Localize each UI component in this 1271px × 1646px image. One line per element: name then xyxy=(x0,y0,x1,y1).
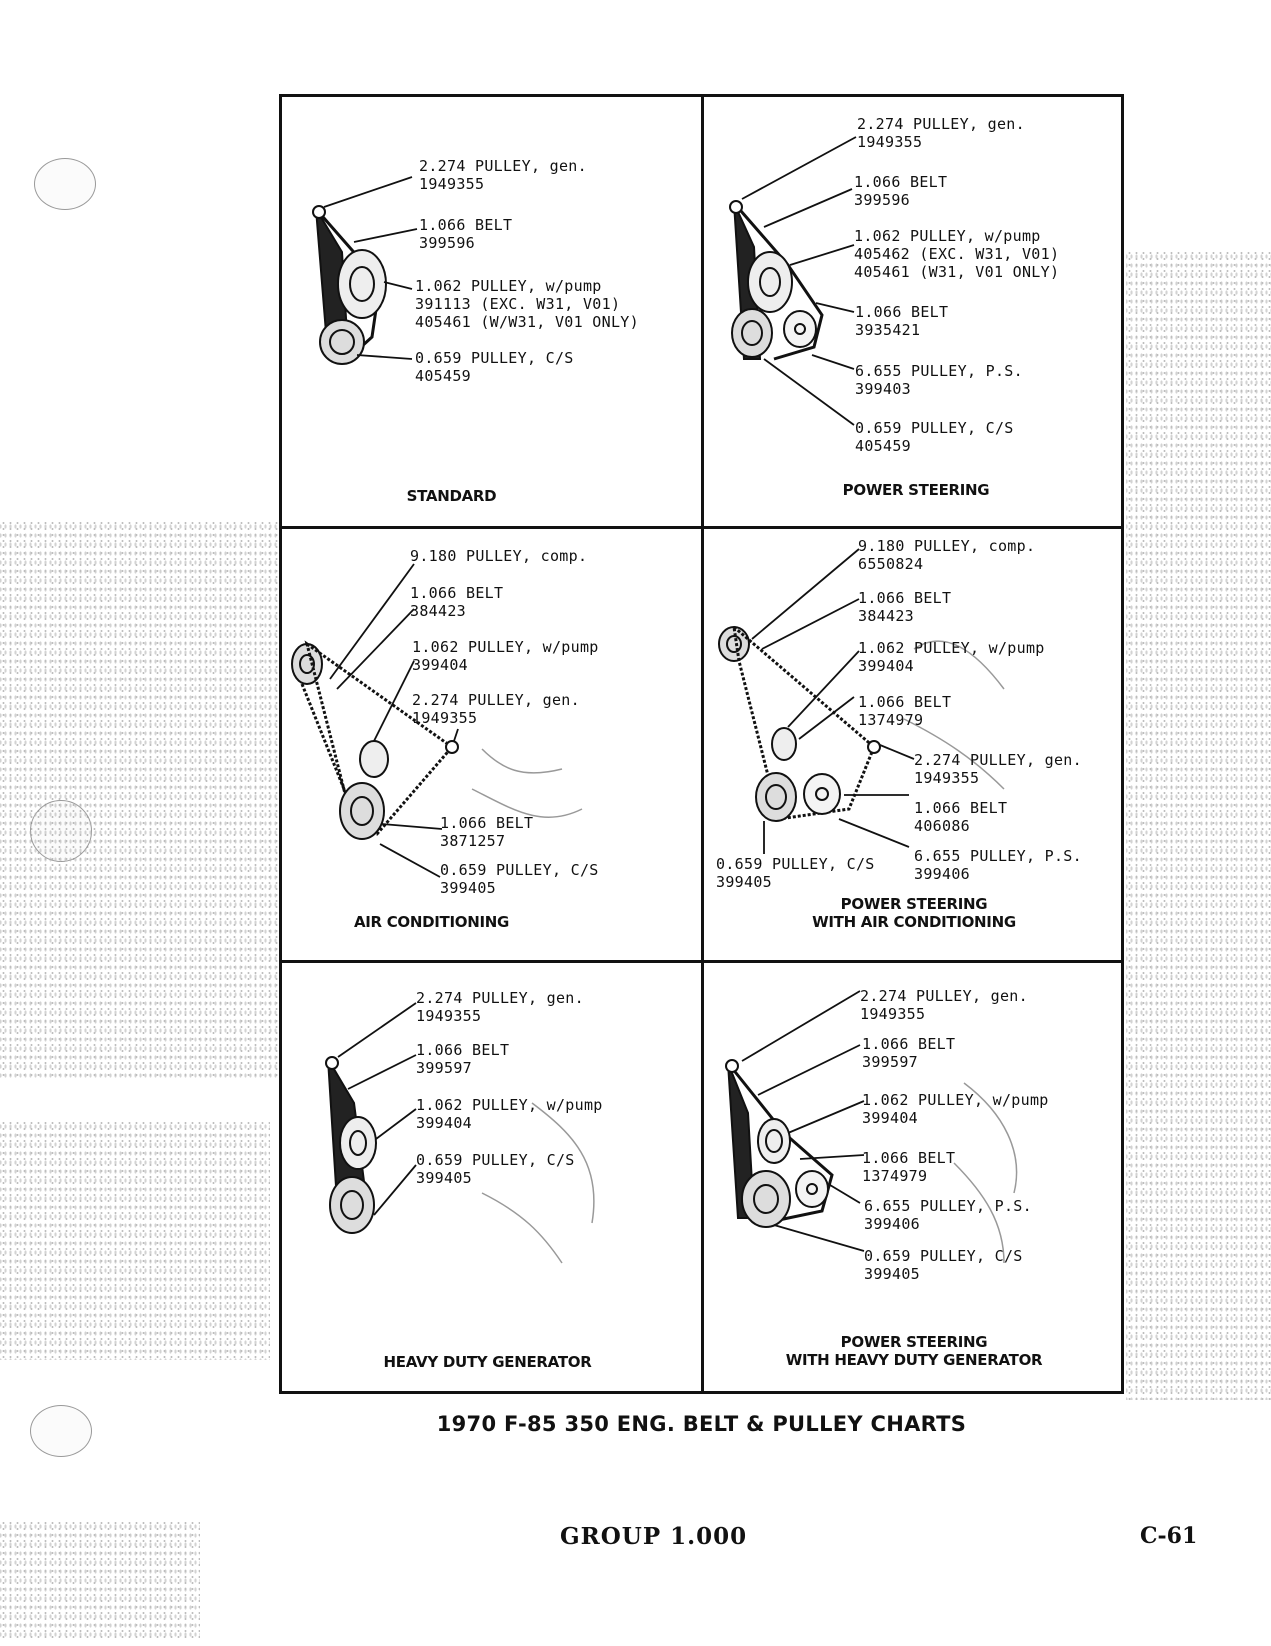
label-comp-pulley: 9.180 PULLEY, comp. 6550824 xyxy=(858,537,1036,573)
caption-power-steering: POWER STEERING xyxy=(842,481,990,499)
label-ps-pulley: 6.655 PULLEY, P.S. 399403 xyxy=(855,362,1023,398)
label-pump-pulley: 1.062 PULLEY, w/pump 399404 xyxy=(416,1096,603,1132)
label-belt-3: 1.066 BELT 406086 xyxy=(914,799,1008,835)
label-pump-pulley: 1.062 PULLEY, w/pump 399404 xyxy=(862,1091,1049,1127)
label-gen-pulley: 2.274 PULLEY, gen. 1949355 xyxy=(412,691,580,727)
panel-standard xyxy=(282,97,701,526)
scan-noise-left xyxy=(0,520,280,1080)
label-pump-pulley: 1.062 PULLEY, w/pump 405462 (EXC. W31, V01) 405461 (W31, V01 ONLY) xyxy=(854,227,1060,281)
label-cs-pulley: 0.659 PULLEY, C/S 399405 xyxy=(864,1247,1023,1283)
label-ps-pulley: 6.655 PULLEY, P.S. 399406 xyxy=(864,1197,1032,1233)
panel-power-steering-heavy-duty-generator xyxy=(704,963,1124,1391)
page-number: C-61 xyxy=(1140,1523,1198,1549)
caption-power-steering-air-conditioning: POWER STEERING WITH AIR CONDITIONING xyxy=(812,895,1016,931)
label-cs-pulley: 0.659 PULLEY, C/S 399405 xyxy=(716,855,875,891)
label-belt-1: 1.066 BELT 384423 xyxy=(410,584,504,620)
panel-air-conditioning xyxy=(282,529,701,960)
label-belt-2: 1.066 BELT 3871257 xyxy=(440,814,534,850)
group-label: GROUP 1.000 xyxy=(560,1523,748,1550)
label-belt-2: 1.066 BELT 1374979 xyxy=(858,693,952,729)
label-gen-pulley: 2.274 PULLEY, gen. 1949355 xyxy=(860,987,1028,1023)
caption-standard: STANDARD xyxy=(406,487,497,505)
panel-heavy-duty-generator xyxy=(282,963,701,1391)
caption-heavy-duty-generator: HEAVY DUTY GENERATOR xyxy=(383,1353,592,1371)
scan-noise-right xyxy=(1126,250,1271,1400)
label-belt-1: 1.066 BELT 384423 xyxy=(858,589,952,625)
caption-air-conditioning: AIR CONDITIONING xyxy=(353,913,510,931)
label-cs-pulley: 0.659 PULLEY, C/S 399405 xyxy=(440,861,599,897)
label-pump-pulley: 1.062 PULLEY, w/pump 399404 xyxy=(858,639,1045,675)
binder-hole-bottom xyxy=(30,1405,92,1457)
caption-power-steering-heavy-duty-generator: POWER STEERING WITH HEAVY DUTY GENERATOR xyxy=(785,1333,1043,1369)
label-belt-1: 1.066 BELT 399597 xyxy=(862,1035,956,1071)
binder-hole-top xyxy=(34,158,96,210)
label-gen-pulley: 2.274 PULLEY, gen. 1949355 xyxy=(419,157,587,193)
label-gen-pulley: 2.274 PULLEY, gen. 1949355 xyxy=(914,751,1082,787)
label-gen-pulley: 2.274 PULLEY, gen. 1949355 xyxy=(416,989,584,1025)
label-belt-1: 1.066 BELT 399596 xyxy=(854,173,948,209)
page-title: 1970 F-85 350 ENG. BELT & PULLEY CHARTS xyxy=(436,1412,967,1436)
label-belt: 1.066 BELT 399596 xyxy=(419,216,513,252)
label-cs-pulley: 0.659 PULLEY, C/S 405459 xyxy=(415,349,574,385)
label-comp-pulley: 9.180 PULLEY, comp. xyxy=(410,547,588,565)
label-belt-2: 1.066 BELT 3935421 xyxy=(855,303,949,339)
label-gen-pulley: 2.274 PULLEY, gen. 1949355 xyxy=(857,115,1025,151)
label-ps-pulley: 6.655 PULLEY, P.S. 399406 xyxy=(914,847,1082,883)
label-cs-pulley: 0.659 PULLEY, C/S 405459 xyxy=(855,419,1014,455)
panel-power-steering xyxy=(704,97,1124,526)
panel-power-steering-air-conditioning xyxy=(704,529,1124,960)
label-belt-2: 1.066 BELT 1374979 xyxy=(862,1149,956,1185)
label-belt: 1.066 BELT 399597 xyxy=(416,1041,510,1077)
label-pump-pulley: 1.062 PULLEY, w/pump 399404 xyxy=(412,638,599,674)
belt-chart-grid xyxy=(279,94,1124,1394)
label-cs-pulley: 0.659 PULLEY, C/S 399405 xyxy=(416,1151,575,1187)
label-pump-pulley: 1.062 PULLEY, w/pump 391113 (EXC. W31, V01) 405461 (W/W31, V01 ONLY) xyxy=(415,277,639,331)
scan-noise-bottom xyxy=(0,1520,200,1640)
scan-noise-left-lower xyxy=(0,1120,270,1360)
